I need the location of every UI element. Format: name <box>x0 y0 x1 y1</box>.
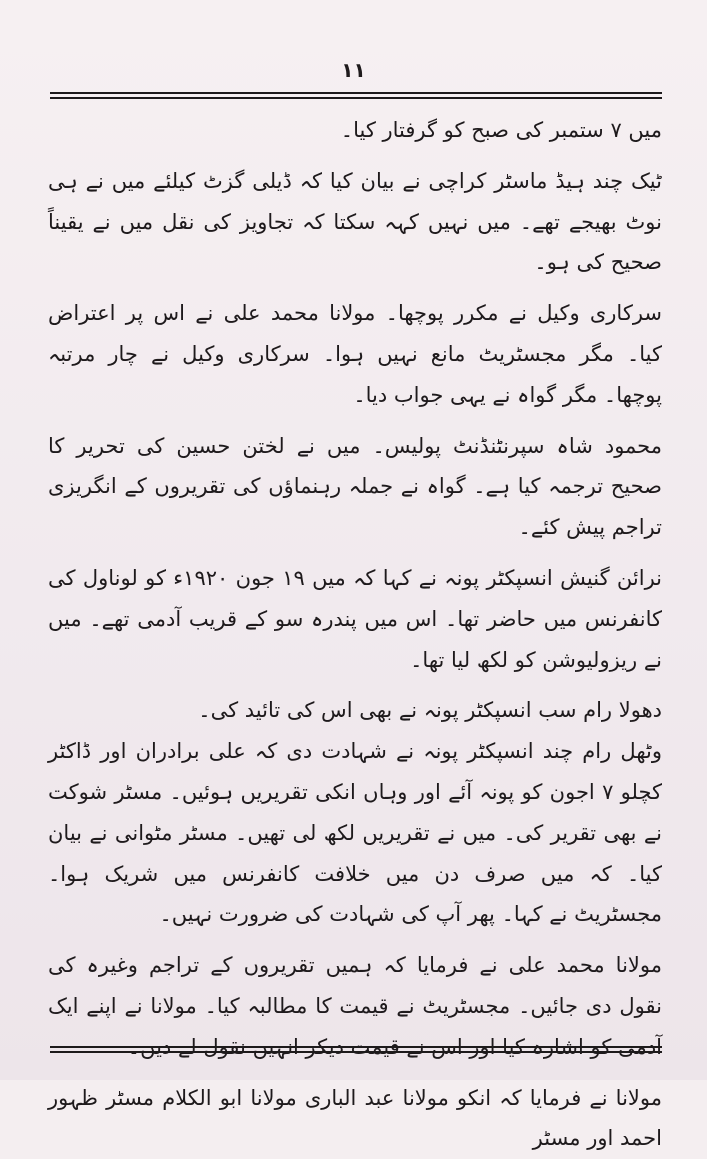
paragraph-1: میں ۷ ستمبر کی صبح کو گرفتار کیا۔ <box>340 118 662 142</box>
paragraph-7: وٹھل رام چند انسپکٹر پونہ نے شہادت دی کہ علی برادران اور ڈاکٹر کچلو ۷ اجون کو پونہ آئے اور وہاں انکی تقریریں ہوئیں۔ مسٹر شوکت نے بھی تقریر کی۔ میں نے تقریریں لکھ لی تھیں۔ مسٹر مٹوانی نے بیان کیا۔ کہ میں صرف دن میں خلافت کانفرنس میں شریک ہوا۔ مجسٹریٹ نے کہا۔ پھر آپ کی شہادت کی ضرورت نہیں۔ <box>48 739 663 927</box>
paragraph-9: مولانا نے فرمایا کہ انکو مولانا عبد الباری مولانا ابو الکلام مسٹر ظہور احمد اور مسٹر <box>48 1085 662 1151</box>
paragraph-3: سرکاری وکیل نے مکرر پوچھا۔ مولانا محمد علی نے اس پر اعتراض کیا۔ مگر مجسٹریٹ مانع نہیں ہوا۔ سرکاری وکیل نے چار مرتبہ پوچھا۔ مگر گواہ نے یہی جواب دیا۔ <box>48 301 662 407</box>
paragraph-2: ٹیک چند ہیڈ ماسٹر کراچی نے بیان کیا کہ ڈیلی گزٹ کیلئے میں نے ہی نوٹ بھیجے تھے۔ میں نہیں کہہ سکتا کہ تجاویز کی نقل میں نے یقیناً صحیح کی ہو۔ <box>48 168 662 275</box>
paragraph-8: مولانا محمد علی نے فرمایا کہ ہمیں تقریروں کے تراجم وغیرہ کی نقول دی جائیں۔ مجسٹریٹ نے قیمت کا مطالبہ کیا۔ مولانا نے اپنے ایک آدمی کو اشارہ کیا اور اس نے قیمت دیکر انہیں نقول لے دیں۔ <box>48 953 662 1059</box>
footer-rule <box>50 1046 662 1053</box>
body-text <box>48 110 663 1151</box>
paragraph-5: نرائن گنیش انسپکٹر پونہ نے کہا کہ میں ۱۹ جون ۱۹۲۰ء کو لوناول کی کانفرنس میں حاضر تھا۔ اس میں پندرہ سو کے قریب آدمی تھے۔ میں نے ریزولیوشن کو لکھ لیا تھا۔ <box>48 565 663 672</box>
paragraph-6: دھولا رام سب انسپکٹر پونہ نے بھی اس کی تائید کی۔ <box>198 698 662 723</box>
page-number: ۱۱ <box>341 58 366 82</box>
header-rule <box>50 92 662 99</box>
paragraph-4: محمود شاہ سپرنٹنڈنٹ پولیس۔ میں نے لختن حسین کی تحریر کا صحیح ترجمہ کیا ہے۔ گواہ نے جملہ رہنماؤں کی تقریروں کے انگریزی تراجم پیش کئے۔ <box>48 433 662 540</box>
